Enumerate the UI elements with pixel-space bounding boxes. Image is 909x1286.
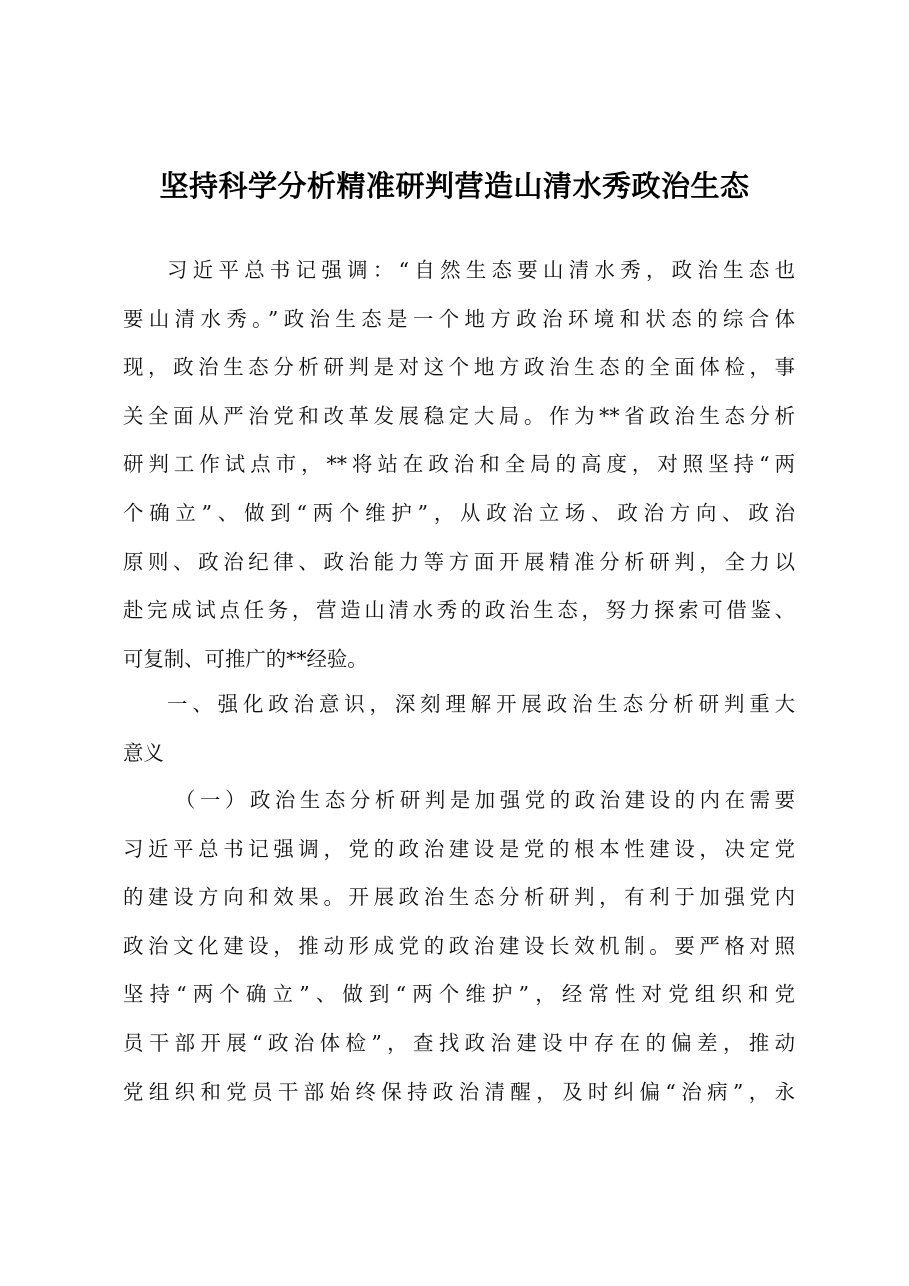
heading-line: 意义 — [123, 740, 164, 765]
section-heading-1 — [123, 680, 795, 777]
paragraph-line: 习近平总书记强调：“自然生态要山清水秀，政治生态也 — [167, 258, 795, 282]
paragraph-line: 个确立”、做到“两个维护”，从政治立场、政治方向、政治 — [123, 500, 795, 525]
heading-line: 一、强化政治意识，深刻理解开展政治生态分析研判重大 — [167, 692, 795, 716]
paragraph-line: 政治文化建设，推动形成党的政治建设长效机制。要严格对照 — [123, 933, 795, 958]
paragraph-line: 党组织和党员干部始终保持政治清醒，及时纠偏“治病”，永 — [123, 1079, 795, 1104]
paragraph-line: 员干部开展“政治体检”，查找政治建设中存在的偏差，推动 — [123, 1030, 795, 1055]
paragraph-line: 可复制、可推广的**经验。 — [123, 646, 368, 671]
paragraph-line: 现，政治生态分析研判是对这个地方政治生态的全面体检，事 — [123, 355, 795, 380]
subsection-1 — [123, 776, 795, 1116]
paragraph-line: 原则、政治纪律、政治能力等方面开展精准分析研判，全力以 — [123, 549, 795, 574]
paragraph-line: 的建设方向和效果。开展政治生态分析研判，有利于加强党内 — [123, 885, 795, 910]
paragraph-line: 赴完成试点任务，营造山清水秀的政治生态，努力探索可借鉴、 — [123, 598, 795, 623]
paragraph-line: 要山清水秀。”政治生态是一个地方政治环境和状态的综合体 — [123, 306, 795, 331]
paragraph-intro — [123, 246, 795, 683]
document-title: 坚持科学分析精准研判营造山清水秀政治生态 — [159, 169, 750, 203]
paragraph-line: 坚持“两个确立”、做到“两个维护”，经常性对党组织和党 — [123, 982, 795, 1007]
paragraph-line: 研判工作试点市，**将站在政治和全局的高度，对照坚持“两 — [123, 452, 795, 477]
subsection-heading-line: （一）政治生态分析研判是加强党的政治建设的内在需要 — [175, 788, 795, 812]
paragraph-line: 习近平总书记强调，党的政治建设是党的根本性建设，决定党 — [123, 836, 795, 861]
paragraph-line: 关全面从严治党和改革发展稳定大局。作为**省政治生态分析 — [123, 403, 795, 428]
